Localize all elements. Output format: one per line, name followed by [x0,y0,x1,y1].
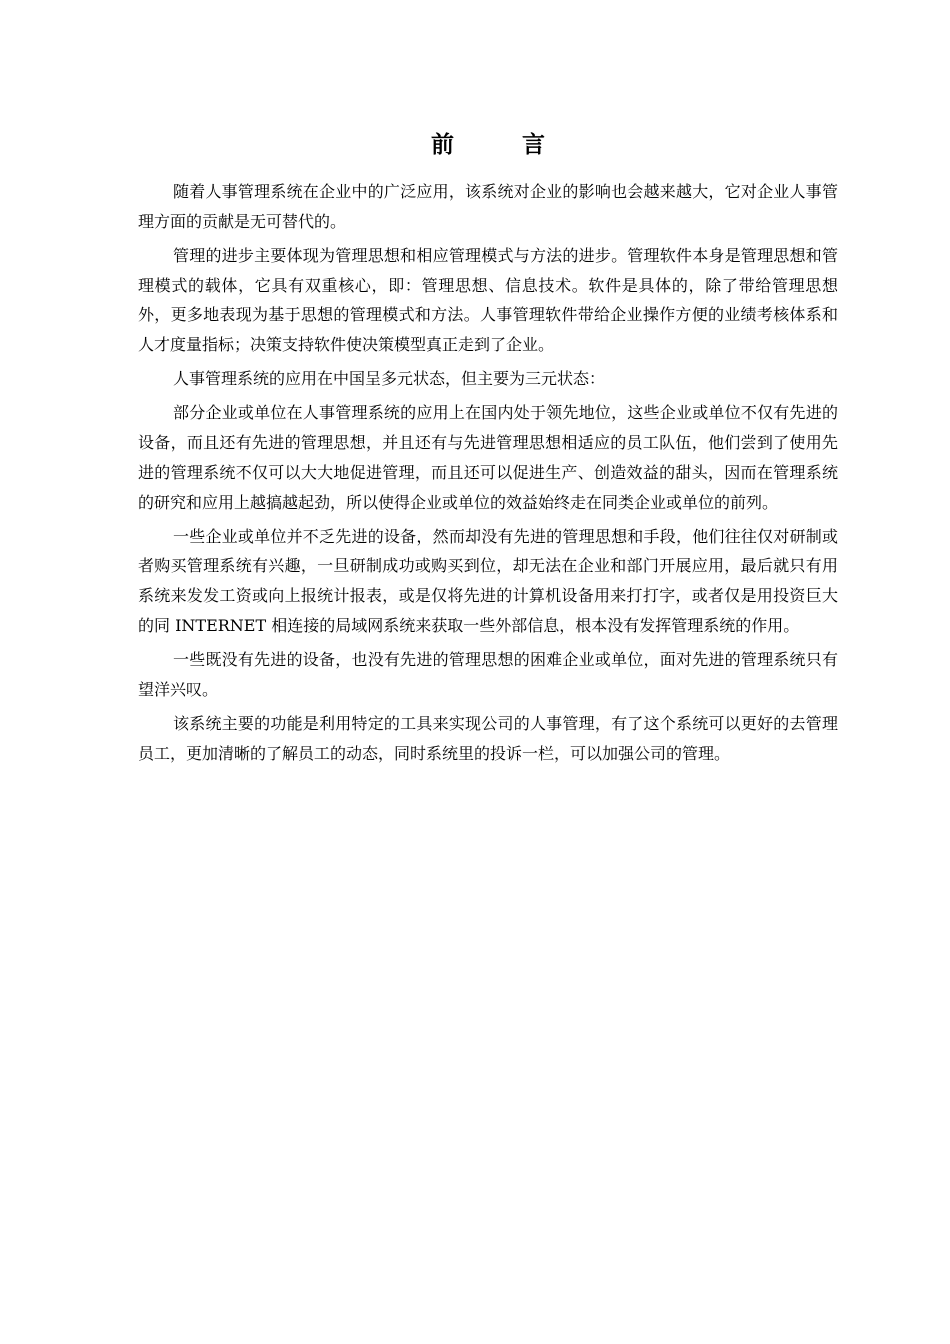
paragraph-7: 该系统主要的功能是利用特定的工具来实现公司的人事管理，有了这个系统可以更好的去管理员工，更加清晰的了解员工的动态，同时系统里的投诉一栏，可以加强公司的管理。 [138,713,838,763]
paragraph-4: 部分企业或单位在人事管理系统的应用上在国内处于领先地位，这些企业或单位不仅有先进的设备，而且还有先进的管理思想，并且还有与先进管理思想相适应的员工队伍，他们尝到了使用先进的管理系统不仅可以大大地促进管理，而且还可以促进生产、创造效益的甜头，因而在管理系统的研究和应用上越搞越起劲，所以使得企业或单位的效益始终走在同类企业或单位的前列。 [138,403,838,512]
paragraph-5: 一些企业或单位并不乏先进的设备，然而却没有先进的管理思想和手段，他们往往仅对研制或者购买管理系统有兴趣，一旦研制成功或购买到位，却无法在企业和部门开展应用，最后就只有用系统来发发工资或向上报统计报表，或是仅将先进的计算机设备用来打打字，或者仅是用投资巨大的同 INTERNET 相连接的局域网系统来获取一些外部信息，根本没有发挥管理系统的作用。 [138,526,838,635]
document-page [138,125,838,773]
paragraph-2: 管理的进步主要体现为管理思想和相应管理模式与方法的进步。管理软件本身是管理思想和管理模式的载体，它具有双重核心，即：管理思想、信息技术。软件是具体的，除了带给管理思想外，更多地表现为基于思想的管理模式和方法。人事管理软件带给企业操作方便的业绩考核体系和人才度量指标；决策支持软件使决策模型真正走到了企业。 [138,245,838,355]
page-title: 前 言 [430,132,575,158]
paragraph-1: 随着人事管理系统在企业中的广泛应用，该系统对企业的影响也会越来越大，它对企业人事管理方面的贡献是无可替代的。 [138,182,838,231]
paragraph-3: 人事管理系统的应用在中国呈多元状态，但主要为三元状态： [173,369,606,389]
paragraph-6: 一些既没有先进的设备，也没有先进的管理思想的困难企业或单位，面对先进的管理系统只有望洋兴叹。 [138,650,838,699]
